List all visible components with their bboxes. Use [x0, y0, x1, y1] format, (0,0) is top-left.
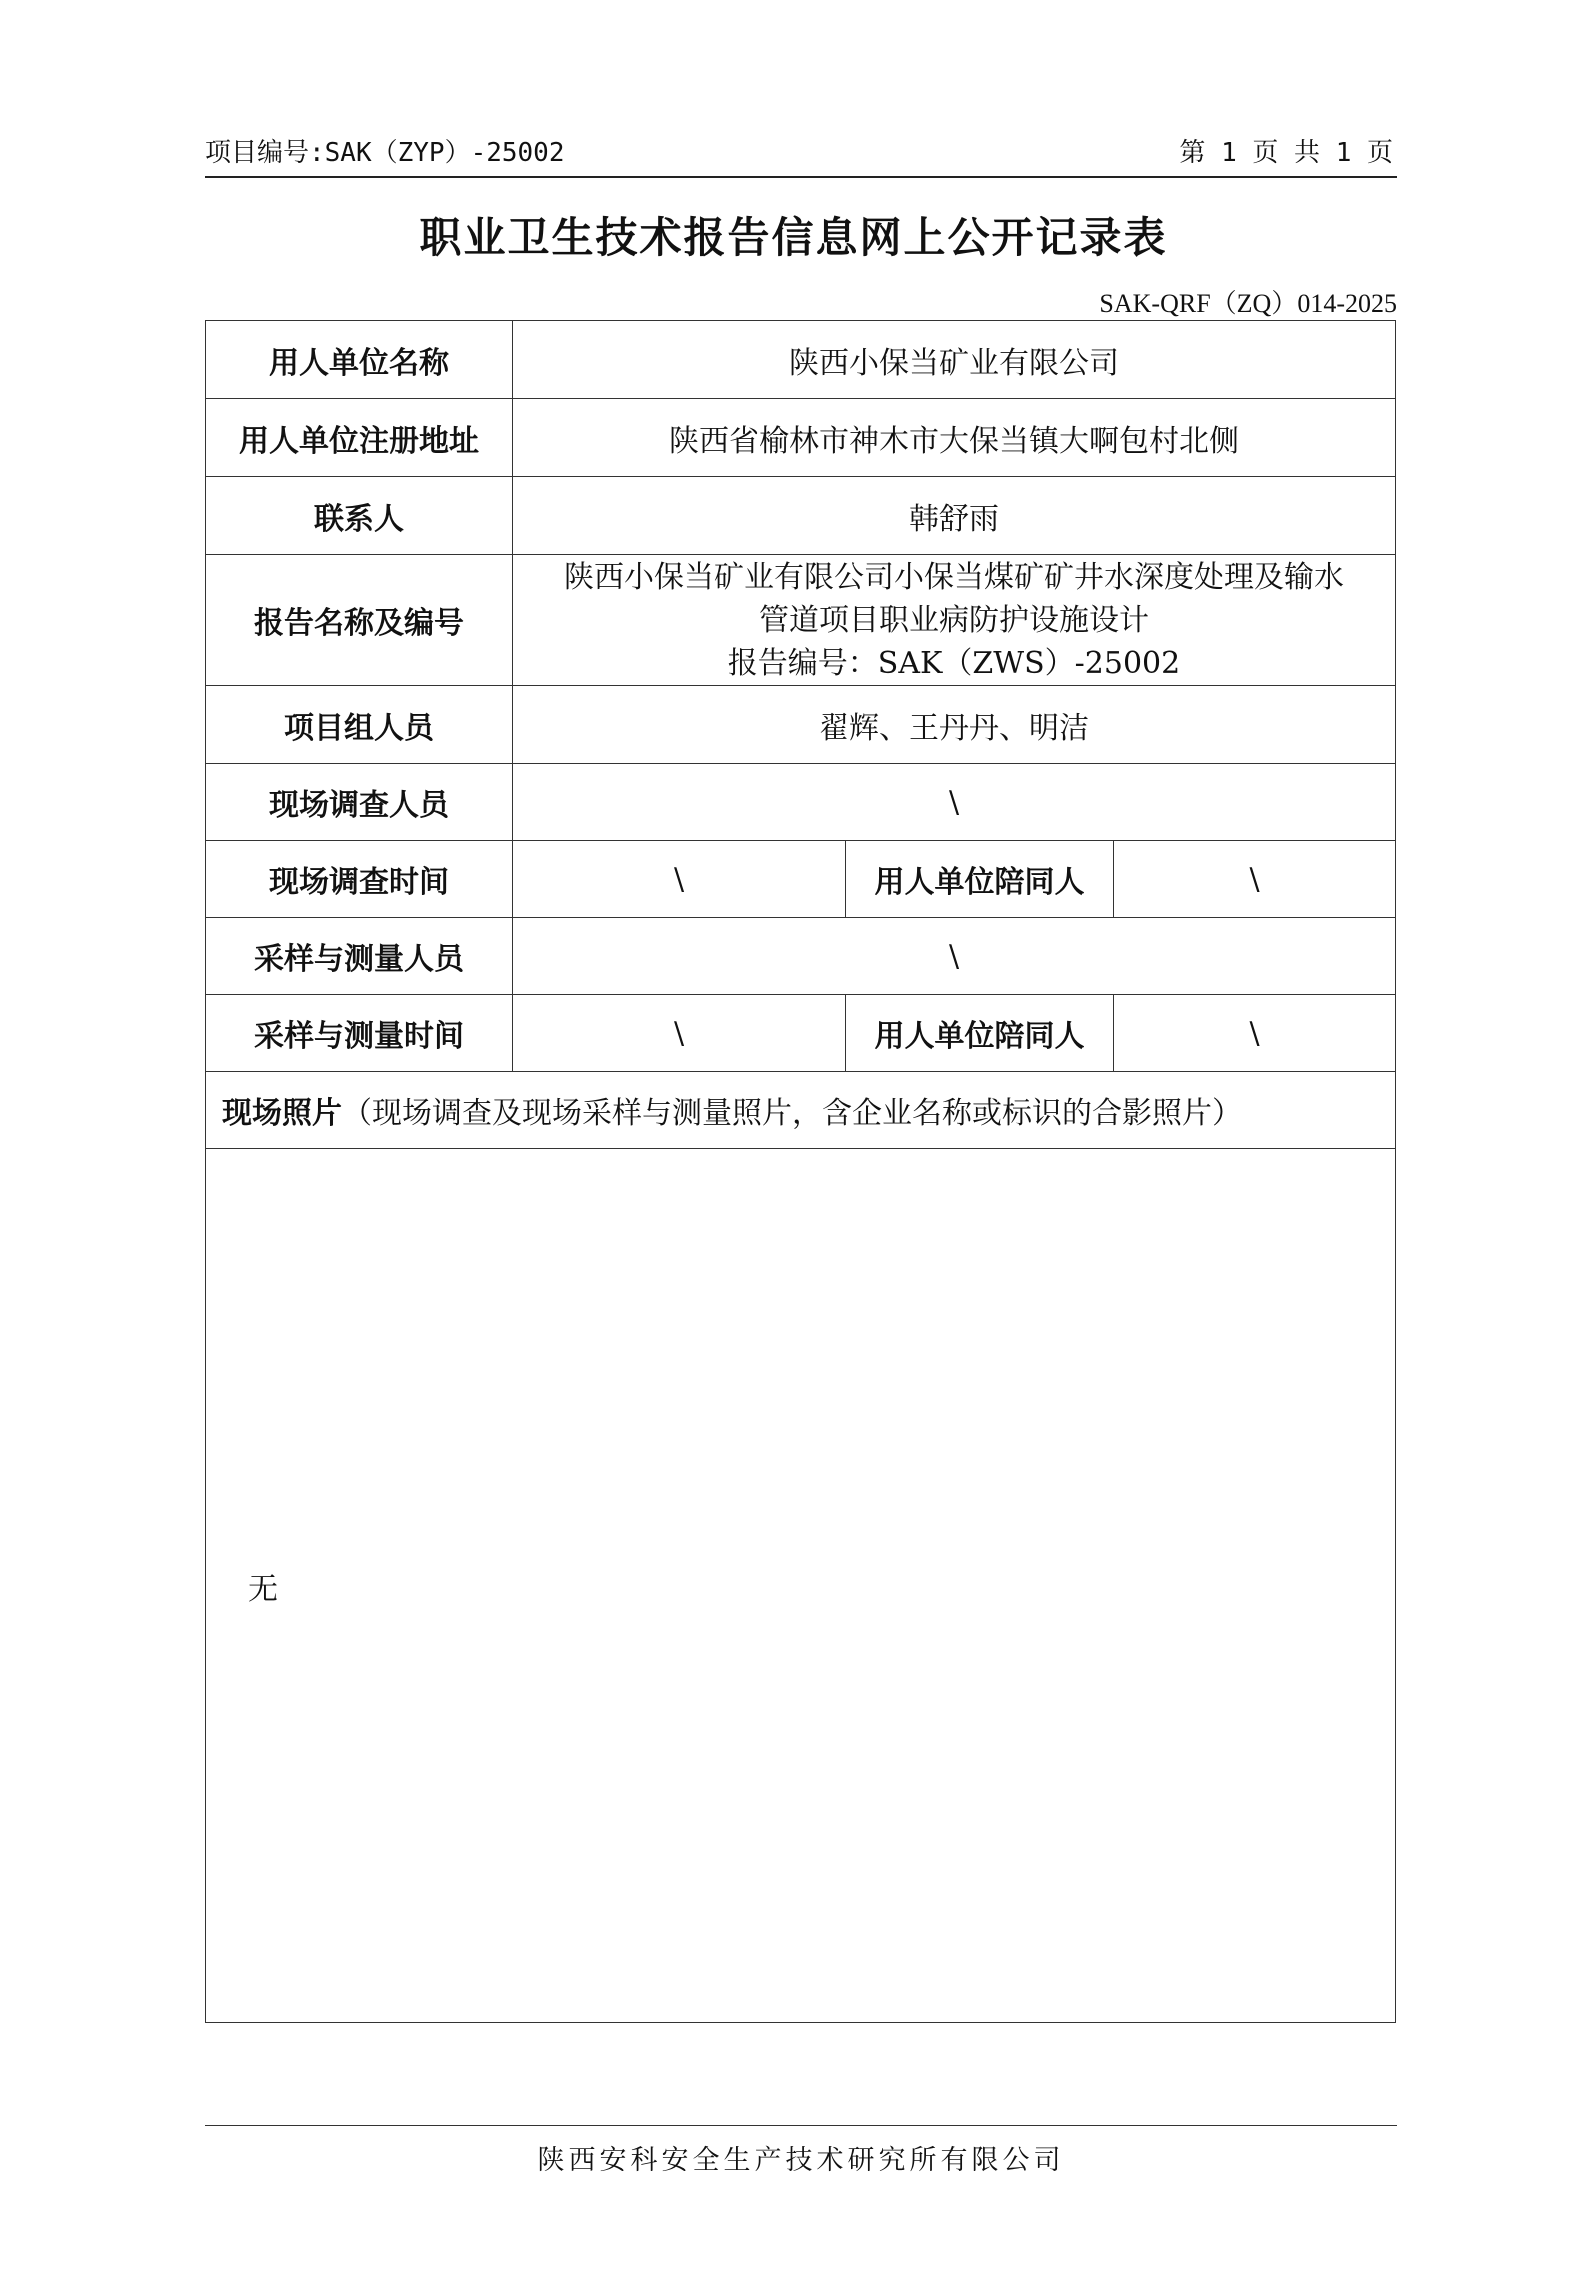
row-contact: [206, 477, 1396, 555]
sampling-staff-value: \: [513, 918, 1396, 995]
document-title: 职业卫生技术报告信息网上公开记录表: [419, 213, 1168, 262]
form-number: SAK-QRF（ZQ）014-2025: [1099, 289, 1397, 318]
survey-time-label: 现场调查时间: [206, 841, 513, 918]
row-survey-staff: [206, 764, 1396, 841]
project-number: 项目编号:SAK（ZYP）-25002: [205, 138, 565, 168]
row-survey-time: [206, 841, 1396, 918]
row-photos-content: [206, 1149, 1396, 2023]
record-form-table: [205, 320, 1396, 2023]
employer-address-value: 陕西省榆林市神木市大保当镇大啊包村北侧: [513, 399, 1396, 477]
contact-value: 韩舒雨: [513, 477, 1396, 555]
sampling-escort-value: \: [1114, 995, 1396, 1072]
page-number: 第 1 页 共 1 页: [1179, 138, 1393, 168]
row-report: [206, 555, 1396, 686]
row-sampling-staff: [206, 918, 1396, 995]
photos-content: 无: [206, 1149, 1396, 2023]
photos-heading: [206, 1072, 1396, 1149]
survey-staff-label: 现场调查人员: [206, 764, 513, 841]
report-name-line-1: 陕西小保当矿业有限公司小保当煤矿矿井水深度处理及输水: [564, 559, 1344, 595]
row-team: [206, 686, 1396, 764]
employer-name-label: 用人单位名称: [206, 321, 513, 399]
footer-company: 陕西安科安全生产技术研究所有限公司: [537, 2145, 1065, 2176]
sampling-escort-label: 用人单位陪同人: [846, 995, 1114, 1072]
employer-address-label: 用人单位注册地址: [206, 399, 513, 477]
row-photos-heading: [206, 1072, 1396, 1149]
row-employer-address: [206, 399, 1396, 477]
page-footer: [205, 2125, 1397, 2177]
survey-escort-label: 用人单位陪同人: [846, 841, 1114, 918]
employer-name-value: 陕西小保当矿业有限公司: [513, 321, 1396, 399]
team-value: 翟辉、王丹丹、明洁: [513, 686, 1396, 764]
contact-label: 联系人: [206, 477, 513, 555]
report-number: 报告编号：SAK（ZWS）-25002: [727, 645, 1181, 681]
report-name-line-2: 管道项目职业病防护设施设计: [759, 602, 1149, 638]
team-label: 项目组人员: [206, 686, 513, 764]
page-header: [205, 128, 1397, 178]
survey-escort-value: \: [1114, 841, 1396, 918]
sampling-staff-label: 采样与测量人员: [206, 918, 513, 995]
survey-staff-value: \: [513, 764, 1396, 841]
photos-label: 现场照片: [222, 1096, 342, 1131]
photos-note: （现场调查及现场采样与测量照片，含企业名称或标识的合影照片）: [342, 1096, 1242, 1131]
sampling-time-value: \: [513, 995, 846, 1072]
row-employer-name: [206, 321, 1396, 399]
row-sampling-time: [206, 995, 1396, 1072]
report-label: 报告名称及编号: [206, 555, 513, 686]
survey-time-value: \: [513, 841, 846, 918]
report-value: [513, 555, 1396, 686]
sampling-time-label: 采样与测量时间: [206, 995, 513, 1072]
